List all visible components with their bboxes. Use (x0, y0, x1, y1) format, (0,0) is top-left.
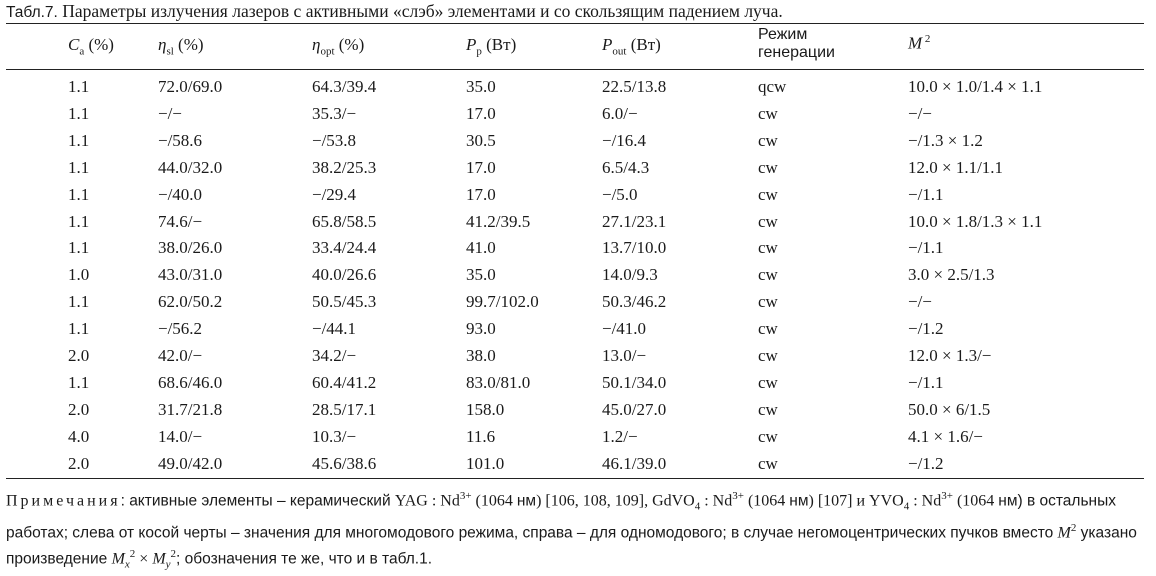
cell-ca: 2.0 (68, 346, 90, 365)
cell-eta-opt: −/53.8 (312, 130, 357, 150)
cell-eta-opt: −/29.4 (312, 184, 357, 204)
cell-eta-sl: 44.0/32.0 (158, 157, 223, 177)
cell-pout: 6.5/4.3 (602, 157, 650, 177)
cell-m2: −/− (908, 103, 932, 123)
table-caption (6, 1, 783, 22)
cell-eta-sl: 72.0/69.0 (158, 77, 223, 96)
cell-pout: 46.1/39.0 (602, 453, 667, 473)
table-row (0, 400, 1156, 426)
cell-mode: cw (758, 319, 778, 339)
cell-mode: cw (758, 265, 778, 285)
cell-m2: −/1.2 (908, 319, 944, 339)
cell-eta-opt: 35.3/− (312, 103, 357, 123)
header-mode (758, 26, 835, 62)
cell-mode: cw (758, 292, 778, 312)
header-mode-line1: Режим (758, 26, 808, 43)
header-pout: $P_{out}$ (Вт) (602, 35, 661, 58)
cell-mode: cw (758, 346, 778, 365)
cell-pp: 83.0/81.0 (466, 372, 531, 392)
table-number: Табл.7. (6, 4, 58, 21)
cell-pp: 17.0 (466, 103, 496, 123)
cell-eta-opt: 38.2/25.3 (312, 157, 377, 177)
table-row (0, 104, 1156, 130)
table-row (0, 319, 1156, 345)
cell-mode: cw (758, 184, 778, 204)
cell-eta-opt: 10.3/− (312, 426, 357, 446)
cell-eta-sl: −/40.0 (158, 184, 203, 204)
cell-pp: 17.0 (466, 184, 496, 204)
cell-pout: 50.3/46.2 (602, 292, 667, 312)
cell-ca: 1.1 (68, 238, 90, 258)
table-notes: Примечания: активные элементы – керамический YAG : $Nd^{3+}$ (1064 нм) [106, 108, 109], GdVO$_4$ : $Nd^{3+}$ (1064 нм) [107] и $YVO_4$ : $Nd^{3+}$ (1064 нм) в остальных работах; слева от косой черты – значения для многомодового режима, справа – для одномодового; в случае негомоцентрических пучков вместо $M^2$ указано произведение $M_x^2 \times M_y^2$; обозначения те же, что и в табл.1. (6, 490, 1137, 571)
cell-m2: −/− (908, 292, 932, 312)
cell-eta-opt: 45.6/38.6 (312, 453, 377, 473)
cell-eta-opt: 34.2/− (312, 346, 357, 365)
cell-ca: 1.1 (68, 130, 90, 150)
cell-m2: 50.0 × 6/1.5 (908, 399, 991, 419)
cell-ca: 1.1 (68, 292, 90, 312)
cell-eta-opt: 50.5/45.3 (312, 292, 377, 312)
table-row (0, 346, 1156, 372)
cell-m2: 12.0 × 1.3/− (908, 346, 992, 365)
header-rule (6, 69, 1144, 70)
cell-pout: 13.7/10.0 (602, 238, 667, 258)
cell-mode: cw (758, 103, 778, 123)
cell-eta-sl: 14.0/− (158, 426, 203, 446)
cell-eta-sl: 42.0/− (158, 346, 203, 365)
table-row (0, 131, 1156, 157)
cell-m2: 3.0 × 2.5/1.3 (908, 265, 995, 285)
table-row (0, 373, 1156, 399)
cell-ca: 1.1 (68, 184, 90, 204)
cell-pout: 50.1/34.0 (602, 372, 667, 392)
cell-pout: 14.0/9.3 (602, 265, 658, 285)
header-ca: $C_a$ (%) (68, 35, 114, 58)
cell-pout: −/5.0 (602, 184, 638, 204)
cell-ca: 1.1 (68, 157, 90, 177)
bottom-rule (6, 478, 1144, 479)
cell-mode: cw (758, 453, 778, 473)
cell-pp: 158.0 (466, 399, 505, 419)
cell-m2: 4.1 × 1.6/− (908, 426, 983, 446)
cell-eta-sl: −/− (158, 103, 182, 123)
cell-eta-sl: −/56.2 (158, 319, 203, 339)
cell-mode: qcw (758, 77, 787, 96)
header-mode-line2: генерации (758, 44, 835, 61)
table-row (0, 212, 1156, 238)
table-row (0, 158, 1156, 184)
cell-eta-sl: 49.0/42.0 (158, 453, 223, 473)
cell-eta-sl: 43.0/31.0 (158, 265, 223, 285)
cell-pout: 45.0/27.0 (602, 399, 667, 419)
cell-pp: 30.5 (466, 130, 496, 150)
cell-eta-sl: 31.7/21.8 (158, 399, 223, 419)
cell-eta-opt: 60.4/41.2 (312, 372, 377, 392)
cell-eta-sl: −/58.6 (158, 130, 203, 150)
cell-eta-opt: 64.3/39.4 (312, 77, 377, 96)
cell-eta-opt: 33.4/24.4 (312, 238, 377, 258)
header-m2: M $^2$ (908, 33, 931, 53)
cell-ca: 1.1 (68, 319, 90, 339)
cell-pout: 6.0/− (602, 103, 638, 123)
cell-m2: −/1.2 (908, 453, 944, 473)
cell-pp: 35.0 (466, 77, 496, 96)
top-rule (6, 23, 1144, 24)
cell-eta-sl: 74.6/− (158, 211, 203, 231)
cell-mode: cw (758, 399, 778, 419)
cell-pout: 13.0/− (602, 346, 647, 365)
cell-pp: 101.0 (466, 453, 505, 473)
cell-mode: cw (758, 426, 778, 446)
cell-eta-opt: −/44.1 (312, 319, 357, 339)
cell-eta-opt: 28.5/17.1 (312, 399, 377, 419)
cell-eta-opt: 65.8/58.5 (312, 211, 377, 231)
cell-mode: cw (758, 130, 778, 150)
header-eta-sl: $\eta_{sl}$ (%) (158, 35, 204, 58)
cell-ca: 1.0 (68, 265, 90, 285)
table-row (0, 454, 1156, 480)
cell-ca: 2.0 (68, 453, 90, 473)
cell-m2: −/1.1 (908, 184, 944, 204)
table-title: Параметры излучения лазеров с активными «слэб» элементами и со скользящим падением луча. (62, 1, 783, 21)
cell-eta-sl: 62.0/50.2 (158, 292, 223, 312)
table-row (0, 265, 1156, 291)
cell-ca: 4.0 (68, 426, 90, 446)
cell-pout: 27.1/23.1 (602, 211, 667, 231)
cell-pout: −/41.0 (602, 319, 647, 339)
cell-m2: −/1.1 (908, 372, 944, 392)
cell-pout: −/16.4 (602, 130, 647, 150)
table-row (0, 185, 1156, 211)
cell-m2: 10.0 × 1.0/1.4 × 1.1 (908, 77, 1043, 96)
cell-pp: 35.0 (466, 265, 496, 285)
cell-mode: cw (758, 372, 778, 392)
cell-m2: 10.0 × 1.8/1.3 × 1.1 (908, 211, 1043, 231)
cell-ca: 2.0 (68, 399, 90, 419)
table-row (0, 238, 1156, 264)
header-eta-opt: $\eta_{opt}$ (%) (312, 35, 365, 58)
cell-m2: 12.0 × 1.1/1.1 (908, 157, 1004, 177)
cell-eta-sl: 38.0/26.0 (158, 238, 223, 258)
header-pp: $P_p$ (Вт) (466, 35, 517, 58)
table-row (0, 292, 1156, 318)
cell-pp: 17.0 (466, 157, 496, 177)
cell-m2: −/1.3 × 1.2 (908, 130, 983, 150)
cell-m2: −/1.1 (908, 238, 944, 258)
cell-pout: 22.5/13.8 (602, 77, 667, 96)
cell-mode: cw (758, 238, 778, 258)
cell-pp: 41.0 (466, 238, 496, 258)
cell-ca: 1.1 (68, 103, 90, 123)
cell-mode: cw (758, 157, 778, 177)
cell-eta-opt: 40.0/26.6 (312, 265, 377, 285)
cell-ca: 1.1 (68, 211, 90, 231)
table-row (0, 77, 1156, 103)
cell-ca: 1.1 (68, 372, 90, 392)
cell-eta-sl: 68.6/46.0 (158, 372, 223, 392)
cell-pp: 93.0 (466, 319, 496, 339)
cell-ca: 1.1 (68, 77, 90, 96)
notes-label: Примечания (6, 492, 121, 510)
cell-pp: 41.2/39.5 (466, 211, 531, 231)
cell-mode: cw (758, 211, 778, 231)
table-row (0, 427, 1156, 453)
cell-pp: 99.7/102.0 (466, 292, 539, 312)
cell-pp: 38.0 (466, 346, 496, 365)
cell-pout: 1.2/− (602, 426, 638, 446)
cell-pp: 11.6 (466, 426, 496, 446)
